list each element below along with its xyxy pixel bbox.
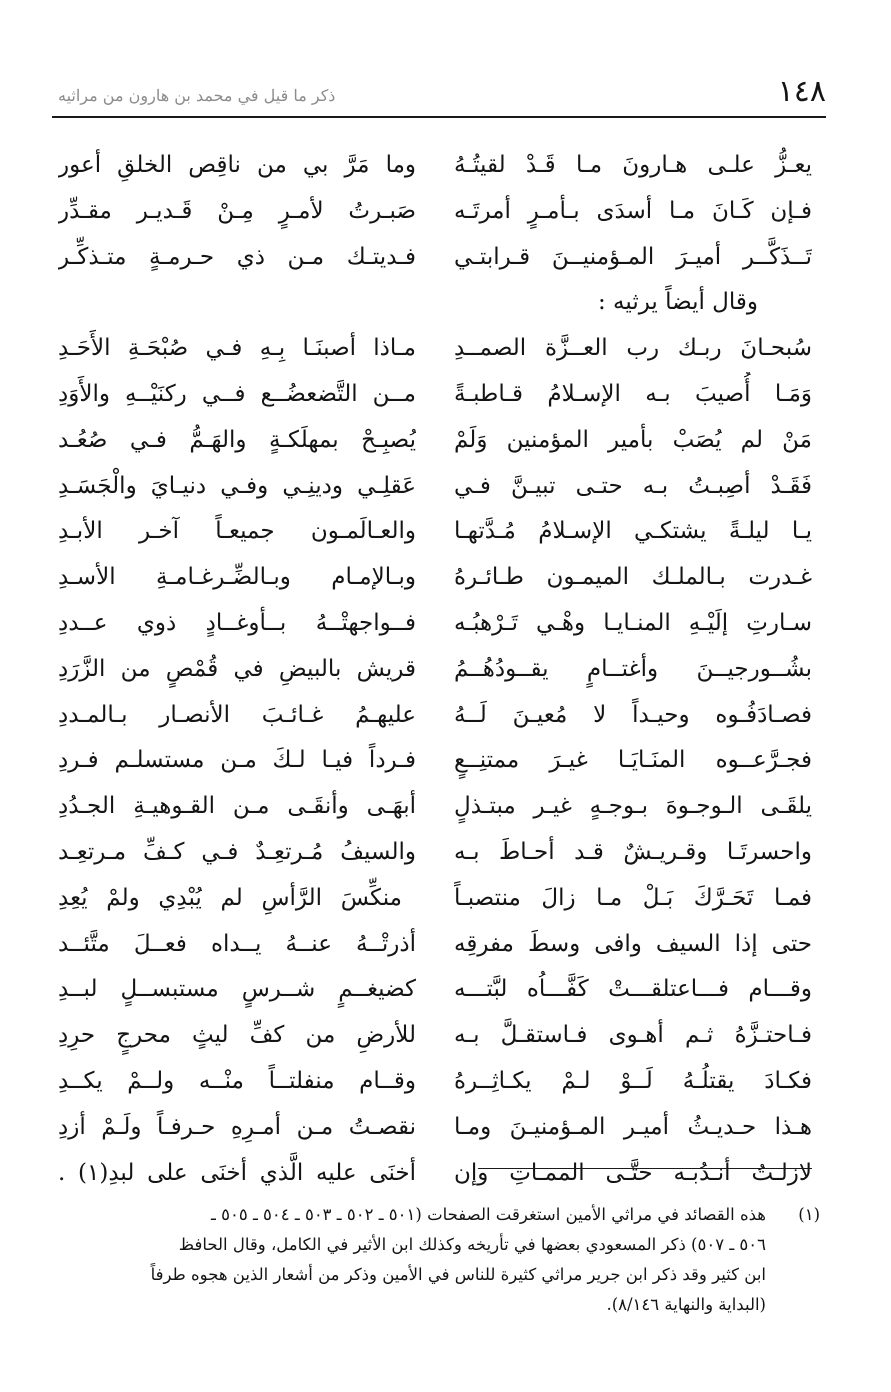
verse-line: سـارتِ إلَيْـهِ المنـايـا وهْـي تَـرْهبُـه: [454, 609, 812, 636]
page-number: ١٤٨: [777, 74, 826, 109]
footnote-line: ابن كثير وقد ذكر ابن جرير مراثي كثيرة للناس في الأمين وذكر من أشعار الذين هجوه طرفاً: [150, 1265, 766, 1284]
verse-line: يعـزُّ علـى هـارونَ مـا قَـدْ لقيتُـهُ: [454, 152, 812, 178]
verse-line: كضيغــمٍ شــرسٍ مستبســلٍ لبــدِ: [58, 976, 416, 1003]
verse-line: يـا ليلـةً يشتكـي الإسـلامُ مُـدَّتهـا: [454, 518, 812, 545]
verse-line: مـاذا أصبنَـا بِـهِ فـي صُبْحَـةِ الأَحَـدِ: [58, 335, 416, 362]
footnote-line: (البداية والنهاية ٨/١٤٦).: [606, 1295, 766, 1314]
verse-line: غـدرت بـالملـك الميمـون طـائـرهُ: [454, 564, 812, 591]
verse-line: فـاحتـزَّهُ ثـم أهـوى فـاستقـلَّ بـه: [454, 1022, 812, 1049]
verse-line: فــواجهتْــهُ بــأوغــادٍ ذوي عــددِ: [58, 609, 416, 636]
verse-line: فمـا تَحَـرَّكَ بَـلْ مـا زالَ منتصبـاً: [454, 884, 812, 911]
verse-line: واحسرتَـا وقـريـشٌ قـد أحـاطَ بـه: [454, 838, 812, 865]
verse-line: عَقلِـي ودينِـي وفـي دنيـايَ والْجَسَـدِ: [58, 472, 416, 499]
verse-line: وقـــام فـــاعتلقـــتْ كَفَّـــاُه لبَّتـــه: [454, 976, 812, 1003]
verse-line: أذرتْــهُ عنــهُ يــداه فعــلَ متَّئــد: [58, 930, 416, 957]
verse-line: منكِّسَ الرَّأسِ لم يُبْدِي ولمْ يُعِدِ: [58, 884, 402, 911]
header-rule: [52, 116, 826, 118]
verse-line: مَنْ لم يُصَبْ بأمير المؤمنين وَلَمْ: [454, 426, 812, 453]
verse-line: والسيفُ مُـرتعِـدٌ فـي كـفِّ مـرتعِـد: [58, 838, 416, 865]
footnote: [60, 1200, 820, 1320]
verse-line: فصـادَفُـوه وحيـداً لا مُعيـنَ لَــهُ: [454, 701, 812, 728]
footnote-rule: [478, 1168, 812, 1169]
verse-line: حتى إذا السيف وافى وسطَ مفرقِه: [454, 930, 812, 957]
verse-line: فجـرَّعــوه المنَـايَـا غيـرَ ممتنِــعٍ: [454, 747, 812, 774]
verse-line: بشُــورجيــنَ وأغتــامٍ يقــودُهُــمُ: [454, 655, 812, 682]
verse-line: وقــام منفلتــاً منْــه ولــمْ يكــدِ: [58, 1067, 416, 1094]
verse-line: هـذا حـديـثُ أميـر المـؤمنيـنَ ومـا: [454, 1113, 812, 1140]
poem-intro: وقال أيضاً يرثيه :: [597, 289, 758, 316]
verse-line: فَقَـدْ أصِبـتُ بـه حتـى تبيـنَّ فـي: [454, 472, 812, 499]
verse-line: تَــذَكَّــر أميـرَ المـؤمنيــنَ قـرابتـي: [454, 243, 812, 270]
verse-line: والعـالَمـون جميعـاً آخـر الأبـدِ: [58, 518, 416, 545]
verse-line: فكـادَ يقتلُـهُ لَــوْ لـمْ يكـاثِــرهُ: [454, 1067, 812, 1094]
verse-line: لازلـتُ أنـدُبـه حتَّـى الممـاتِ وإن: [454, 1159, 812, 1186]
footnote-marker: (١): [798, 1205, 820, 1224]
footnote-line: [60, 1200, 820, 1230]
verse-line: نقصـتُ مـن أمـرِهِ حـرفـاً ولَـمْ أزدِ: [58, 1113, 416, 1140]
footnote-line: ٥٠٦ ـ ٥٠٧) ذكر المسعودي بعضها في تأريخه وكذلك ابن الأثير في الكامل، وقال الحافظ: [178, 1235, 766, 1254]
verse-line: وما مَرَّ بي من ناقِص الخلقِ أعور: [58, 152, 416, 178]
poem-column-right: [454, 143, 812, 1196]
verse-line: فـإن كَـانَ مـا أسدَى بـأمـرٍ أمرتَـه: [454, 197, 812, 224]
verse-line: سُبحـانَ ربـك رب العــزَّة الصمــدِ: [454, 335, 812, 362]
blank-line: [58, 280, 416, 326]
footnote-text: هذه القصائد في مراثي الأمين استغرقت الصفحات (٥٠١ ـ ٥٠٢ ـ ٥٠٣ ـ ٥٠٤ ـ ٥٠٥ ـ: [211, 1205, 766, 1224]
verse-line: عليهـمُ غـائـبَ الأنصـار بـالمـددِ: [58, 701, 416, 728]
verse-line: صَبـرتُ لأمـرٍ مِـنْ قَـديـر مقـدِّر: [58, 197, 416, 224]
verse-line: وَمَـا أُصيبَ بـه الإسـلامُ قـاطبـةً: [454, 380, 812, 407]
verse-line: يلقَـى الـوجـوهَ بـوجـهٍ غيـر مبتـذلٍ: [454, 793, 812, 820]
verse-line: وبـالإمـام وبـالضِّـرغـامـةِ الأسـدِ: [58, 564, 416, 591]
running-title: ذكر ما قيل في محمد بن هارون من مراثيه: [58, 86, 336, 105]
page-header: [52, 72, 826, 118]
verse-line: للأرضِ من كفِّ ليثٍ محرجٍ حرِدِ: [58, 1022, 416, 1049]
verse-line: يُصبِـحْ بمهلَكـةٍ والهَـمُّ فـي صُعُـد: [58, 426, 416, 453]
verse-line: فـرداً فيـا لـكَ مـن مستسلـم فـردِ: [58, 747, 416, 774]
verse-line: أبهَـى وأنقَـى مـن القـوهيـةِ الجـدُدِ: [58, 793, 416, 820]
verse-line: فـديتـك مـن ذي حـرمـةٍ متـذكِّـر: [58, 243, 416, 270]
verse-line: مــن التَّضعضُــع فــي ركنَيْــهِ والأَوَدِ: [58, 380, 416, 407]
poem-column-left: [58, 143, 416, 1196]
verse-line: أخنَى عليه الَّذي أخنَى على لبدِ(١) .: [58, 1159, 416, 1186]
verse-line: قريش بالبيضِ في قُمْصٍ من الزَّرَدِ: [58, 655, 416, 682]
